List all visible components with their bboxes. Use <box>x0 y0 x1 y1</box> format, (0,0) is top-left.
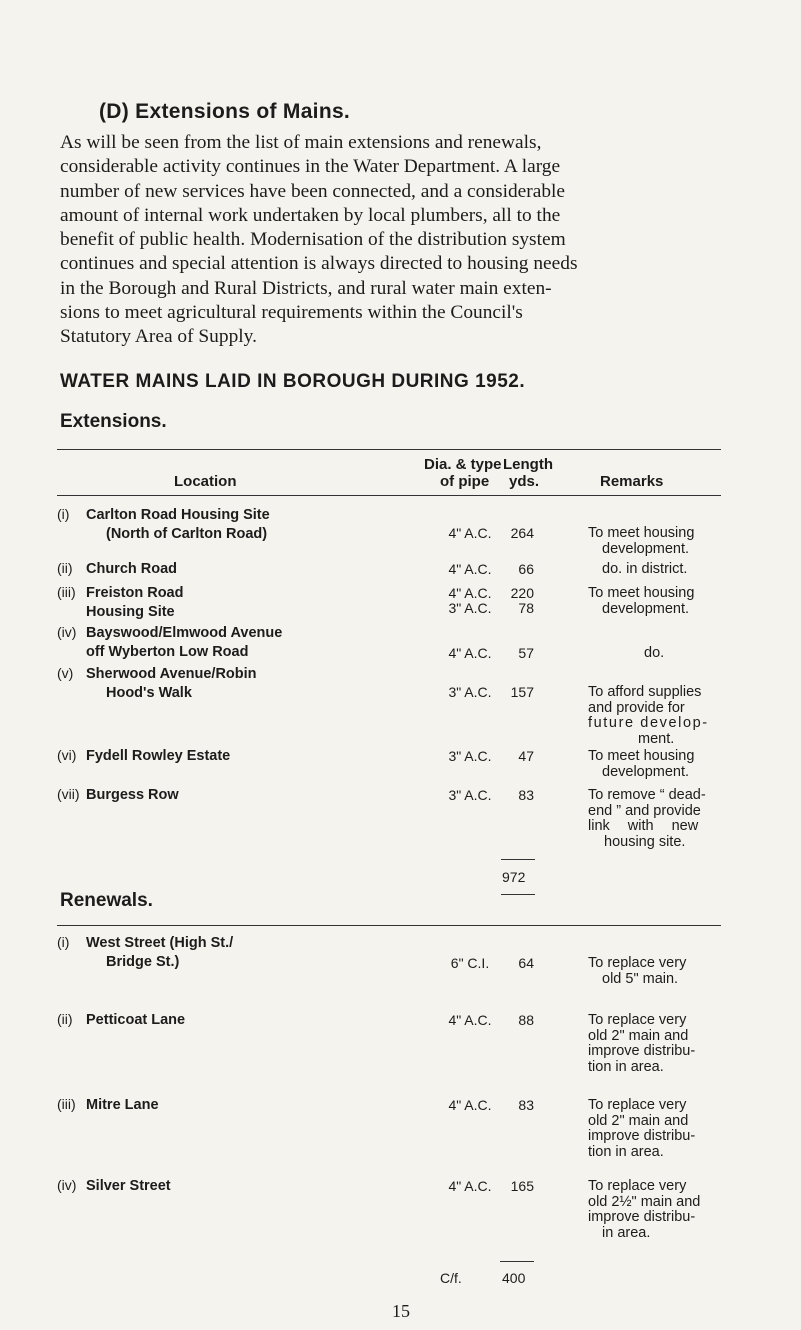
row-location <box>86 506 270 544</box>
header-yds: yds. <box>509 473 540 490</box>
row-length: 88 <box>518 1012 534 1028</box>
row-remarks <box>588 1098 738 1160</box>
intro-line: As will be seen from the list of main extensions and renewals, <box>60 132 542 153</box>
remarks-line: To remove “ dead- <box>588 787 706 803</box>
intro-line: considerable activity continues in the Water Department. A large <box>60 156 561 178</box>
row-remarks <box>588 685 738 747</box>
row-number: (i) <box>57 506 70 522</box>
row-remarks <box>588 788 738 850</box>
remarks-line: To replace very <box>588 955 687 971</box>
remarks-line: ment. <box>638 730 675 747</box>
row-location <box>86 1096 159 1115</box>
row-length: 64 <box>518 955 534 971</box>
remarks-line: improve distribu- <box>588 1128 696 1144</box>
remarks-line: housing site. <box>604 833 686 850</box>
location-line: Housing Site <box>86 604 175 620</box>
row-number: (ii) <box>57 1011 73 1027</box>
row-number: (iv) <box>57 624 77 640</box>
row-length: 47 <box>518 748 534 764</box>
remarks-line: old 5" main. <box>602 970 679 987</box>
extensions-total: 972 <box>502 869 526 885</box>
row-pipe: 3" A.C. <box>448 748 492 764</box>
row-length: 57 <box>518 645 534 661</box>
remarks-line: To meet housing <box>588 585 695 601</box>
carried-forward-label: C/f. <box>440 1270 462 1286</box>
renewals-total: 400 <box>502 1270 526 1286</box>
header-pipe: of pipe <box>440 473 490 490</box>
row-pipe: 4" A.C. <box>448 525 492 541</box>
row-pipe: 4" A.C. <box>448 1097 492 1113</box>
header-bottom-rule <box>57 495 721 496</box>
total-rule <box>500 1261 534 1262</box>
location-line: Mitre Lane <box>86 1097 159 1113</box>
row-pipe: 4" A.C. <box>448 585 492 601</box>
remarks-line: do. <box>644 645 665 661</box>
location-line: Petticoat Lane <box>86 1012 186 1028</box>
row-length: 78 <box>518 600 534 616</box>
row-remarks <box>588 562 738 578</box>
remarks-line: development. <box>602 540 690 557</box>
intro-line: benefit of public health. Modernisation of the distribution system <box>60 229 566 251</box>
row-pipe: 4" A.C. <box>448 1012 492 1028</box>
row-location <box>86 786 179 805</box>
remarks-line: old 2" main and <box>588 1027 689 1044</box>
row-location <box>86 584 183 622</box>
intro-line: number of new services have been connected, and a considerable <box>60 180 566 202</box>
location-line: Silver Street <box>86 1178 171 1194</box>
row-number: (vi) <box>57 747 77 763</box>
header-location: Location <box>174 473 237 490</box>
intro-line: continues and special attention is always directed to housing needs <box>60 253 578 275</box>
row-pipe: 3" A.C. <box>448 787 492 803</box>
location-line: Burgess Row <box>86 787 179 803</box>
location-line: Fydell Rowley Estate <box>86 748 231 764</box>
renewals-title: Renewals. <box>60 890 153 911</box>
page-number: 15 <box>392 1301 410 1321</box>
remarks-line: development. <box>602 763 690 780</box>
row-length: 157 <box>510 684 534 700</box>
row-location <box>86 1177 171 1196</box>
mains-table-title: WATER MAINS LAID IN BOROUGH DURING 1952. <box>60 371 526 392</box>
remarks-line: To meet housing <box>588 748 695 764</box>
row-location <box>86 934 233 972</box>
location-line: West Street (High St./ <box>86 935 234 951</box>
location-line: Sherwood Avenue/Robin <box>86 666 257 682</box>
row-pipe: 4" A.C. <box>448 561 492 577</box>
table-top-rule <box>57 449 721 450</box>
remarks-line: end ” and provide <box>588 802 701 819</box>
remarks-line: and provide for <box>588 699 685 716</box>
intro-paragraph <box>60 131 720 350</box>
row-location <box>86 1011 185 1030</box>
row-length: 83 <box>518 787 534 803</box>
remarks-line: To replace very <box>588 1097 687 1113</box>
remarks-line: tion in area. <box>588 1058 664 1075</box>
row-pipe: 3" A.C. <box>448 600 492 616</box>
remarks-line: future develop- <box>588 715 709 731</box>
row-number: (vii) <box>57 786 80 802</box>
remarks-line: do. in district. <box>602 561 688 577</box>
total-rule <box>501 894 535 895</box>
row-remarks <box>588 1179 738 1241</box>
remarks-line: improve distribu- <box>588 1043 696 1059</box>
location-line: (North of Carlton Road) <box>106 526 268 542</box>
row-remarks <box>588 956 738 987</box>
intro-line: amount of internal work undertaken by local plumbers, all to the <box>60 204 561 226</box>
row-number: (i) <box>57 934 70 950</box>
total-rule <box>501 859 535 860</box>
row-location <box>86 747 230 766</box>
row-length: 165 <box>510 1178 534 1194</box>
header-dia-type: Dia. & type <box>424 456 502 473</box>
row-location <box>86 560 177 579</box>
remarks-line: development. <box>602 600 690 617</box>
row-remarks <box>588 1013 738 1075</box>
row-number: (iv) <box>57 1177 77 1193</box>
row-number: (iii) <box>57 584 76 600</box>
remarks-line: To afford supplies <box>588 684 702 700</box>
row-remarks <box>588 526 738 557</box>
row-remarks <box>588 749 738 780</box>
row-pipe: 3" A.C. <box>448 684 492 700</box>
location-line: Church Road <box>86 561 178 577</box>
intro-line: Statutory Area of Supply. <box>60 326 257 348</box>
location-line: Carlton Road Housing Site <box>86 507 270 523</box>
row-location <box>86 624 282 662</box>
location-line: Hood's Walk <box>106 685 192 701</box>
remarks-line: in area. <box>602 1224 651 1241</box>
remarks-line: old 2" main and <box>588 1112 689 1129</box>
row-number: (v) <box>57 665 74 681</box>
row-pipe: 4" A.C. <box>448 645 492 661</box>
row-remarks <box>588 646 738 662</box>
header-remarks: Remarks <box>600 473 664 490</box>
header-length: Length <box>503 456 553 473</box>
row-pipe: 6" C.I. <box>450 955 490 971</box>
remarks-line: To replace very <box>588 1012 687 1028</box>
remarks-line: To meet housing <box>588 525 695 541</box>
location-line: Freiston Road <box>86 585 184 601</box>
location-line: off Wyberton Low Road <box>86 644 249 660</box>
intro-line: in the Borough and Rural Districts, and rural water main exten- <box>60 277 552 299</box>
row-length: 220 <box>510 585 534 601</box>
row-remarks <box>588 586 738 617</box>
row-location <box>86 665 257 703</box>
remarks-line: To replace very <box>588 1178 687 1194</box>
row-length: 264 <box>510 525 534 541</box>
remarks-line: link with new <box>588 818 699 834</box>
row-pipe: 4" A.C. <box>448 1178 492 1194</box>
location-line: Bayswood/Elmwood Avenue <box>86 625 283 641</box>
remarks-line: improve distribu- <box>588 1209 696 1225</box>
row-number: (ii) <box>57 560 73 576</box>
row-length: 66 <box>518 561 534 577</box>
extensions-title: Extensions. <box>60 411 167 432</box>
location-line: Bridge St.) <box>106 954 180 970</box>
renewals-top-rule <box>57 925 721 926</box>
remarks-line: tion in area. <box>588 1143 664 1160</box>
section-heading: (D) Extensions of Mains. <box>99 100 351 123</box>
row-number: (iii) <box>57 1096 76 1112</box>
remarks-line: old 2½" main and <box>588 1193 701 1210</box>
intro-line: sions to meet agricultural requirements within the Council's <box>60 302 523 324</box>
row-length: 83 <box>518 1097 534 1113</box>
